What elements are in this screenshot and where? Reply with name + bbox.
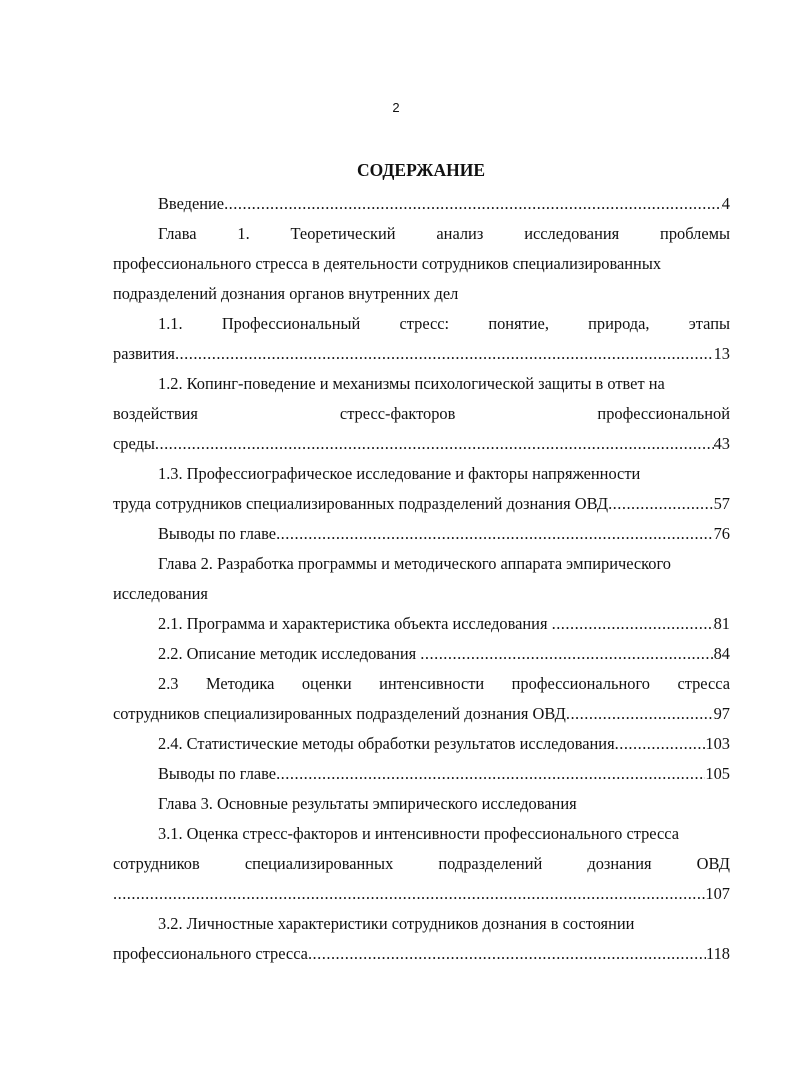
toc-page: 118 [706, 944, 730, 963]
toc-section-1-2-line-1[interactable]: 1.2. Копинг-поведение и механизмы психологической защиты в ответ на [158, 374, 665, 393]
toc-page: 4 [721, 194, 730, 213]
dot-leader [308, 944, 706, 964]
toc-word: ОВД [696, 854, 730, 873]
toc-section-1-2-line-2[interactable] [113, 404, 730, 434]
toc-section-3-2-line-2[interactable] [113, 944, 730, 974]
toc-chapter-1-line-2[interactable]: профессионального стресса в деятельности сотрудников специализированных [113, 254, 662, 273]
toc-word: Теоретический [290, 224, 396, 243]
toc-page: 43 [713, 434, 730, 453]
toc-word: природа, [588, 314, 650, 333]
toc-word: 1. [237, 224, 250, 243]
dot-leader [566, 704, 714, 724]
toc-word: воздействия [113, 404, 198, 423]
toc-label: развития [113, 344, 175, 363]
toc-page: 76 [713, 524, 730, 543]
toc-word: 1.1. [158, 314, 183, 333]
toc-conclusions-chapter-2[interactable] [113, 764, 730, 794]
toc-section-1-1-line-2[interactable] [113, 344, 730, 374]
toc-word: дознания [587, 854, 652, 873]
toc-word: 2.3 [158, 674, 179, 693]
toc-label: среды [113, 434, 155, 453]
dot-leader [175, 344, 714, 364]
toc-word: этапы [688, 314, 730, 333]
toc-section-3-1-line-2[interactable] [113, 854, 730, 884]
dot-leader [615, 734, 706, 754]
toc-word: Профессиональный [221, 314, 361, 333]
toc-word: сотрудников [113, 854, 200, 873]
toc-word: исследования [524, 224, 620, 243]
toc-page: 105 [705, 764, 730, 783]
toc-label: Выводы по главе [158, 524, 277, 543]
dot-leader [552, 614, 714, 634]
page-number: 2 [392, 100, 400, 115]
toc-word: Глава [158, 224, 197, 243]
dot-leader [420, 644, 713, 664]
dot-leader [608, 494, 714, 514]
toc-label: 2.4. Статистические методы обработки результатов исследования [158, 734, 615, 753]
toc-label: 2.1. Программа и характеристика объекта исследования [158, 614, 552, 633]
toc-page: 57 [713, 494, 730, 513]
toc-section-2-1[interactable] [113, 614, 730, 644]
dot-leader [155, 434, 714, 454]
toc-chapter-2-line-1[interactable]: Глава 2. Разработка программы и методического аппарата эмпирического [158, 554, 671, 573]
toc-word: профессиональной [597, 404, 730, 423]
toc-chapter-1-line-1[interactable] [113, 224, 730, 254]
toc-word: Методика [205, 674, 275, 693]
toc-word: подразделений [438, 854, 543, 873]
dot-leader [224, 194, 722, 214]
dot-leader [276, 524, 714, 544]
toc-word: стресса [677, 674, 730, 693]
toc-page: 84 [713, 644, 730, 663]
toc-section-3-1-line-3[interactable] [113, 884, 730, 914]
toc-section-1-3-line-1[interactable]: 1.3. Профессиографическое исследование и факторы напряженности [158, 464, 641, 483]
toc-conclusions-chapter-1[interactable] [113, 524, 730, 554]
toc-section-3-2-line-1[interactable]: 3.2. Личностные характеристики сотрудников дознания в состоянии [158, 914, 635, 933]
toc-word: стресс-факторов [339, 404, 456, 423]
toc-section-1-1-line-1[interactable] [113, 314, 730, 344]
dot-leader [276, 764, 705, 784]
dot-leader [113, 884, 705, 904]
toc-word: интенсивности [379, 674, 485, 693]
toc-word: стресс: [399, 314, 450, 333]
toc-label: Выводы по главе [158, 764, 277, 783]
toc-word: профессионального [511, 674, 650, 693]
toc-entry-introduction[interactable] [113, 194, 730, 224]
page-title: СОДЕРЖАНИЕ [356, 160, 485, 180]
toc-page: 13 [713, 344, 730, 363]
toc-section-2-3-line-1[interactable] [113, 674, 730, 704]
toc-page: 103 [705, 734, 730, 753]
toc-word: специализированных [244, 854, 394, 873]
toc-label: Введение [158, 194, 225, 213]
toc-page: 81 [713, 614, 730, 633]
toc-word: оценки [301, 674, 352, 693]
toc-word: анализ [436, 224, 484, 243]
toc-chapter-3[interactable]: Глава 3. Основные результаты эмпирического исследования [158, 794, 577, 813]
toc-section-2-3-line-2[interactable] [113, 704, 730, 734]
toc-section-2-2[interactable] [113, 644, 730, 674]
toc-word: проблемы [660, 224, 730, 243]
toc-section-2-4[interactable] [113, 734, 730, 764]
toc-label: профессионального стресса [113, 944, 308, 963]
toc-label: труда сотрудников специализированных подразделений дознания ОВД [113, 494, 609, 513]
toc-word: понятие, [488, 314, 549, 333]
toc-section-3-1-line-1[interactable]: 3.1. Оценка стресс-факторов и интенсивности профессионального стресса [158, 824, 679, 843]
toc-chapter-1-line-3[interactable]: подразделений дознания органов внутренних дел [113, 284, 459, 303]
toc-label: 2.2. Описание методик исследования [158, 644, 421, 663]
toc-page: 107 [705, 884, 730, 903]
toc-page: 97 [713, 704, 730, 723]
toc-label: сотрудников специализированных подразделений дознания ОВД [113, 704, 566, 723]
toc-section-1-3-line-2[interactable] [113, 494, 730, 524]
toc-section-1-2-line-3[interactable] [113, 434, 730, 464]
toc-chapter-2-line-2[interactable]: исследования [113, 584, 208, 603]
